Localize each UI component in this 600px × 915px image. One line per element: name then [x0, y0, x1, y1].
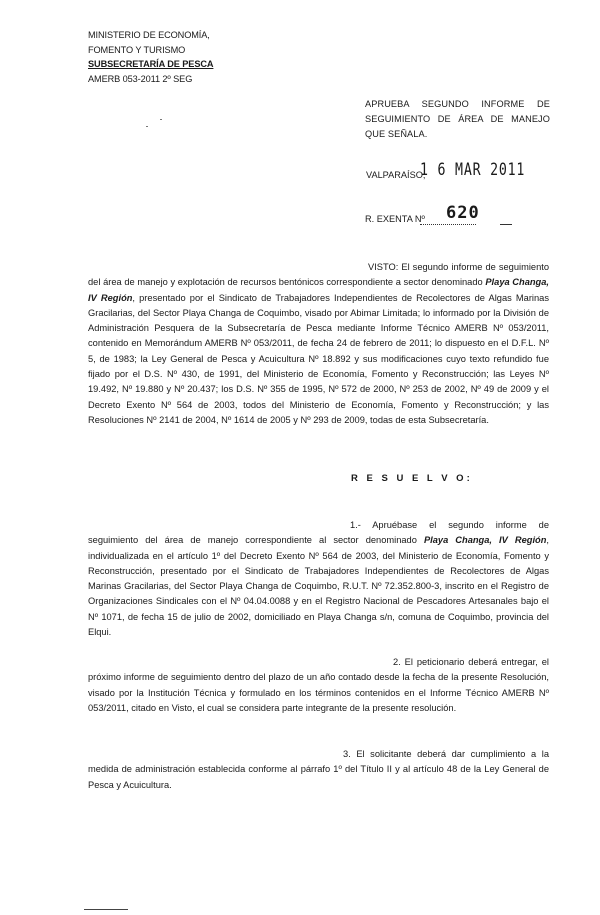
article-2: 2. El peticionario deberá entregar, el próximo informe de seguimiento dentro del plazo de un año contado desde la fecha de la presente Resolución, visado por la Institución Técnica y formulado en los términos contenidos en el Informe Técnico AMERB Nº 053/2011, citado en Visto, el cual se considera parte integrante de la presente resolución.: [88, 657, 549, 713]
file-reference: AMERB 053-2011 2º SEG: [88, 73, 193, 84]
scan-speck: [160, 119, 162, 120]
article-3: 3. El solicitante deberá dar cumplimiento a la medida de administración establecida conforme al párrafo 1º del Título II y al artículo 48 de la Ley General de Pesca y Acuicultura.: [88, 749, 549, 790]
ministry-name: MINISTERIO DE ECONOMÍA,: [88, 30, 210, 40]
resolution-number: 620: [446, 203, 480, 223]
ministry-name-2: FOMENTO Y TURISMO: [88, 44, 186, 55]
article-1: [88, 518, 549, 640]
area-name: Playa Changa, IV Región: [423, 535, 547, 546]
resolution-subject: APRUEBA SEGUNDO INFORME DE SEGUIMIENTO DE ÁREA DE MANEJO QUE SEÑALA.: [365, 99, 550, 139]
resuelvo-heading: R E S U E L V O:: [351, 473, 473, 484]
article-1-lead: 1.- Apruébase el segundo informe de seguimiento del área de manejo correspondiente al sector denominado: [88, 520, 549, 546]
place-label: VALPARAÍSO,: [366, 170, 426, 180]
footer-rule: [84, 909, 128, 910]
number-line: [420, 224, 476, 225]
visto-rest: , presentado por el Sindicato de Trabajadores Independientes de Recolectores de Algas Marinas Gracilarias, del Sector Playa Changa de Coquimbo, visado por Abimar Limitada; lo informado por la División de Administración Pesquera de la Subsecretaría de Pesca mediante Informe Técnico AMERB Nº 053/2011, contenido en Memorándum AMERB Nº 053/2011, de fecha 24 de febrero de 2011; lo dispuesto en el D.F.L. Nº 5, de 1983; la Ley General de Pesca y Acuicultura Nº 18.892 y sus modificaciones cuyo texto refundido fue fijado por el D.S. Nº 430, de 1991, del Ministerio de Economía, Fomento y Reconstrucción; las Leyes Nº 19.492, Nº 19.880 y Nº 20.437; los D.S. Nº 355 de 1995, Nº 572 de 2000, Nº 253 de 2002, Nº 49 de 2009 y el Decreto Exento Nº 564 de 2003, todos del Ministerio de Economía, Fomento y Reconstrucción; y las Resoluciones Nº 2141 de 2004, Nº 1614 de 2005 y Nº 293 de 2009, todas de esta Subsecretaría.: [88, 292, 549, 425]
letterhead: [88, 28, 213, 86]
scan-speck: [146, 126, 148, 127]
visto-lead: VISTO: El segundo informe de seguimiento del área de manejo y explotación de recursos bentónicos correspondiente a sector denominado: [88, 262, 549, 288]
visto-paragraph: [88, 260, 549, 428]
subsecretariat-name: SUBSECRETARÍA DE PESCA: [88, 59, 214, 69]
date-stamp: 1 6 MAR 2011: [420, 160, 526, 180]
number-line-end: [500, 224, 512, 225]
article-1-rest: , individualizada en el artículo 1º del Decreto Exento Nº 564 de 2003, del Ministerio de Economía, Fomento y Reconstrucción, presentado por el Sindicato de Trabajadores Independientes de Recolectores de Algas Marinas Gracilarias, del Sector Playa Changa de Coquimbo, R.U.T. Nº 72.352.800-3, inscrito en el Registro de Organizaciones Sindicales con el Nº 04.04.0088 y en el Registro Nacional de Pescadores Artesanales bajo el Nº 1071, de fecha 15 de julio de 2002, domiciliado en Playa Changa s/n, comuna de Coquimbo, provincia del Elqui.: [88, 535, 549, 638]
resolution-label: R. EXENTA Nº: [365, 214, 425, 224]
area-name: Playa Changa, IV Región: [88, 277, 549, 303]
